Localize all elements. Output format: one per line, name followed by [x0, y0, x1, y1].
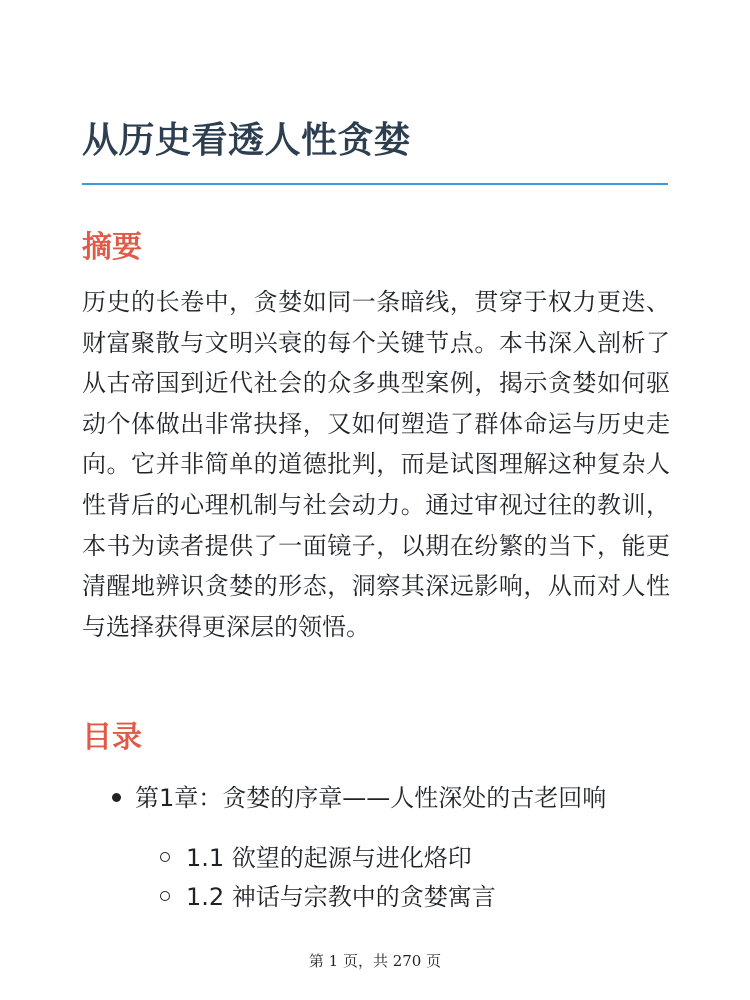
toc-chapter-1-label: 第1章：贪婪的序章——人性深处的古老回响 — [135, 784, 607, 812]
bullet-disc-icon — [112, 793, 121, 802]
toc-section-1-2 — [160, 881, 496, 913]
bullet-circle-icon — [160, 852, 170, 862]
toc-section-1-1 — [160, 842, 472, 874]
toc-section-1-1-label: 1.1 欲望的起源与进化烙印 — [186, 844, 472, 872]
summary-heading: 摘要 — [82, 230, 142, 265]
title-divider — [82, 183, 668, 185]
toc-chapter-1 — [112, 782, 606, 814]
document-title: 从历史看透人性贪婪 — [82, 120, 411, 161]
page-indicator: 第 1 页，共 270 页 — [308, 952, 442, 970]
bullet-circle-icon — [160, 891, 170, 901]
toc-section-1-2-label: 1.2 神话与宗教中的贪婪寓言 — [186, 883, 496, 911]
summary-paragraph: 历史的长卷中，贪婪如同一条暗线，贯穿于权力更迭、财富聚散与文明兴衰的每个关键节点。本书深入剖析了从古帝国到近代社会的众多典型案例，揭示贪婪如何驱动个体做出非常抉择，又如何塑造了群体命运与历史走向。它并非简单的道德批判，而是试图理解这种复杂人性背后的心理机制与社会动力。通过审视过往的教训，本书为读者提供了一面镜子，以期在纷繁的当下，能更清醒地辨识贪婪的形态，洞察其深远影响，从而对人性与选择获得更深层的领悟。 — [82, 288, 670, 641]
toc-heading: 目录 — [82, 720, 142, 755]
